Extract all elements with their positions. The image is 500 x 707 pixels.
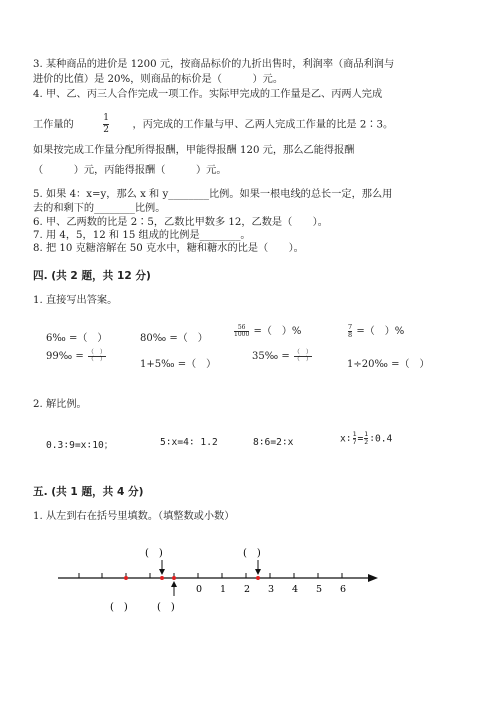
frac-7-8 [348, 324, 352, 339]
frac-den: 7 [352, 438, 357, 446]
q4-line3: 如果按完成工作量分配所得报酬，甲能得报酬 120 元，那么乙能得报酬 [33, 145, 355, 156]
calc-7-8-post: =（ ）% [356, 326, 405, 337]
proportion-b: 5∶x=4∶ 1.2 [160, 437, 218, 448]
proportion-a: 0.3∶9=x∶10； [46, 440, 114, 451]
q4-line4: （ ）元，丙能得报酬（ ）元。 [33, 165, 227, 176]
arrowhead-icon [171, 581, 177, 587]
frac-num: （ ） [87, 349, 106, 356]
point-marker [172, 576, 176, 580]
frac-den: 1000 [234, 331, 250, 338]
q6: 6. 甲、乙两数的比是 2∶5，乙数比甲数多 12，乙数是（ ）。 [33, 217, 328, 228]
s4-q1-title: 1. 直接写出答案。 [33, 295, 118, 306]
prop-d-post: ∶0.4 [369, 433, 393, 445]
blank-top-2: ( ) [243, 548, 261, 559]
frac-1-7 [353, 431, 357, 446]
q5-line2: 去的和剩下的________比例。 [33, 203, 166, 214]
calc-6permille: 6‰ =（ ） [46, 333, 108, 344]
proportion-d [340, 431, 392, 446]
q7: 7. 用 4，5，12 和 15 组成的比例是________。 [33, 230, 251, 241]
calc-80permille: 80‰ =（ ） [140, 333, 208, 344]
q3-line1: 3. 某种商品的进价是 1200 元，按商品标价的九折出售时，利润率（商品利润与 [33, 59, 395, 70]
q4-line2-post: ，丙完成的工作量与甲、乙两人完成工作量的比是 2∶3。 [132, 119, 394, 131]
frac-num: 1 [364, 430, 369, 438]
number-line [0, 540, 500, 650]
frac-den: 2 [364, 438, 369, 446]
q4-line2-pre: 工作量的 [33, 119, 74, 131]
q8: 8. 把 10 克糖溶解在 50 克水中，糖和糖水的比是（ ）。 [33, 243, 304, 254]
frac-den: （ ） [293, 356, 312, 363]
calc-56-over-1000 [233, 322, 301, 338]
blank-top-1: ( ) [145, 548, 163, 559]
axis-arrow-icon [368, 574, 378, 582]
frac-56-1000 [234, 325, 249, 338]
proportion-c: 8∶6=2∶x [253, 437, 294, 448]
calc-35permille [252, 350, 313, 363]
section4-title: 四. (共 2 题，共 12 分) [33, 270, 151, 282]
calc-1div20permille: 1÷20‰ =（ ） [347, 359, 430, 370]
prop-d-eq: = [357, 433, 364, 445]
blank-bottom-2: ( ) [157, 602, 175, 613]
blank-bottom-1: ( ) [110, 602, 128, 613]
frac-den: （ ） [87, 356, 106, 363]
q4-line1: 4. 甲、乙、丙三人合作完成一项工作。实际甲完成的工作量是乙、丙两人完成 [33, 89, 383, 100]
frac-den: 8 [348, 331, 353, 339]
calc-35-pre: 35‰ = [252, 351, 290, 362]
q4-frac-num: 1 [103, 113, 109, 123]
q3-line2: 进价的比值）是 20%，则商品的标价是（ ）元。 [33, 74, 284, 85]
arrowhead-icon [255, 569, 261, 575]
frac-blank [88, 350, 106, 363]
calc-56-post: =（ ）% [253, 326, 302, 337]
frac-blank [294, 350, 312, 363]
prop-d-pre: x∶ [340, 433, 352, 445]
tick-label-1: 1 [220, 584, 227, 595]
s5-q1-title: 1. 从左到右在括号里填数。（填整数或小数） [33, 511, 235, 522]
point-marker [256, 576, 260, 580]
frac-num: 1 [352, 430, 357, 438]
point-marker [160, 576, 164, 580]
calc-99permille [46, 350, 107, 363]
frac-num: （ ） [293, 349, 312, 356]
tick-label-2: 2 [244, 584, 251, 595]
frac-num: 56 [237, 324, 246, 331]
frac-1-2 [364, 431, 368, 446]
tick-label-4: 4 [292, 584, 299, 595]
tick-label-3: 3 [268, 584, 275, 595]
q4-frac-den: 2 [103, 125, 109, 135]
point-marker [124, 576, 128, 580]
q4-line2 [33, 113, 393, 136]
calc-1plus5permille: 1+5‰ =（ ） [140, 359, 217, 370]
section5-title: 五. (共 1 题，共 4 分) [33, 486, 144, 498]
q5-line1: 5. 如果 4：x=y，那么 x 和 y________比例。如果一根电线的总长一定，那么用 [33, 189, 393, 200]
tick-label-0: 0 [196, 584, 203, 595]
q4-fraction [103, 113, 109, 136]
calc-7-over-8 [347, 322, 404, 339]
frac-num: 7 [348, 323, 353, 331]
s4-q2-title: 2. 解比例。 [33, 399, 87, 410]
tick-label-5: 5 [316, 584, 323, 595]
tick-label-6: 6 [340, 584, 347, 595]
arrowhead-icon [159, 569, 165, 575]
calc-99-pre: 99‰ = [46, 351, 84, 362]
